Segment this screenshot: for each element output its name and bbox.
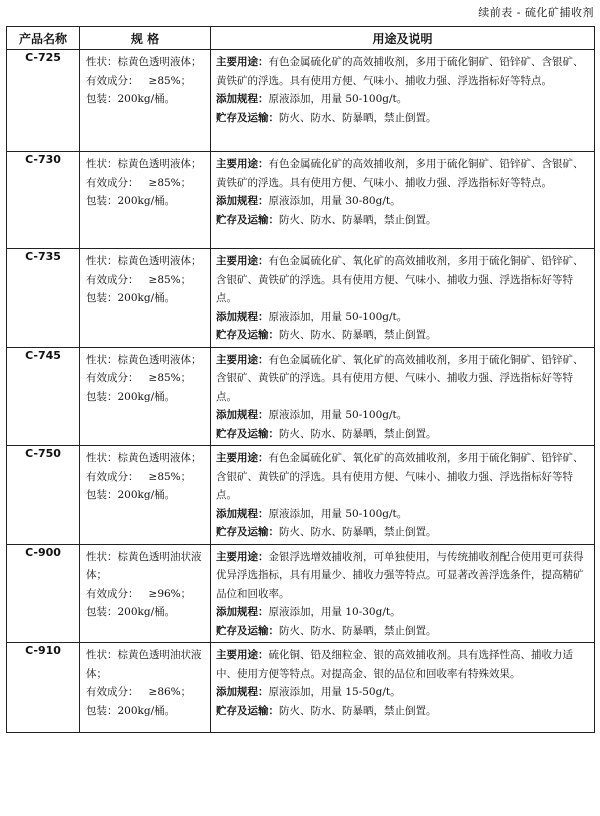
dosage-label: 添加规程：: [216, 409, 269, 421]
packaging-line: [86, 192, 206, 211]
packaging-value: 200kg/桶。: [117, 704, 176, 717]
storage-label: 贮存及运输：: [216, 213, 279, 226]
dosage-text: 原液添加，用量 30-80g/t。: [268, 195, 401, 207]
table-caption: 续前表 - 硫化矿捕收剂: [478, 6, 594, 19]
table-row: [7, 249, 595, 348]
header-spec: 规 格: [80, 27, 211, 50]
packaging-line: [86, 289, 206, 308]
packaging-value: 200kg/桶。: [117, 195, 176, 207]
table-row: [7, 643, 595, 733]
product-name: C-725: [7, 50, 80, 152]
product-name: C-735: [7, 249, 80, 348]
spec-cell: [80, 544, 211, 643]
main-use-text: 有色金属硫化矿的高效捕收剂，多用于硫化铜矿、铅锌矿、含银矿、黄铁矿的浮选。具有使用方便、气味小、捕收力强、浮选指标好等特点。: [216, 56, 584, 87]
property-value: 棕黄色透明液体；: [117, 255, 202, 267]
property-label: 性状：: [86, 550, 118, 563]
table-row: [7, 347, 595, 446]
content-label: 有效成分：: [86, 587, 139, 600]
content-line: [86, 271, 206, 290]
dosage-label: 添加规程：: [216, 507, 269, 520]
main-use-line: [216, 449, 590, 505]
content-line: [86, 369, 206, 388]
property-label: 性状：: [86, 56, 118, 68]
storage-text: 防火、防水、防暴晒，禁止倒置。: [279, 526, 437, 538]
product-name: C-730: [7, 152, 80, 249]
property-line: [86, 351, 206, 370]
dosage-line: [216, 90, 590, 109]
spec-cell: [80, 347, 211, 446]
storage-line: [216, 425, 590, 444]
storage-text: 防火、防水、防暴晒，禁止倒置。: [279, 111, 437, 124]
main-use-label: 主要用途：: [216, 353, 269, 366]
packaging-label: 包装：: [86, 93, 118, 105]
spec-cell: [80, 643, 211, 733]
storage-label: 贮存及运输：: [216, 111, 279, 124]
dosage-label: 添加规程：: [216, 606, 269, 618]
storage-label: 贮存及运输：: [216, 704, 279, 717]
property-label: 性状：: [86, 649, 118, 661]
main-use-label: 主要用途：: [216, 158, 269, 170]
table-row: [7, 50, 595, 152]
content-label: 有效成分：: [86, 74, 139, 87]
dosage-label: 添加规程：: [216, 195, 269, 207]
main-use-text: 有色金属硫化矿、氧化矿的高效捕收剂，多用于硫化铜矿、铅锌矿、含银矿、黄铁矿的浮选。具有使用方便、气味小、捕收力强、浮选指标好等特点。: [216, 353, 584, 403]
main-use-line: [216, 646, 590, 683]
main-use-text: 有色金属硫化矿、氧化矿的高效捕收剂，多用于硫化铜矿、铅锌矿、含银矿、黄铁矿的浮选。具有使用方便、气味小、捕收力强、浮选指标好等特点。: [216, 452, 584, 501]
property-line: [86, 53, 206, 72]
dosage-line: [216, 603, 590, 622]
content-value: ≥96%；: [148, 587, 192, 600]
storage-text: 防火、防水、防暴晒，禁止倒置。: [279, 213, 437, 226]
storage-line: [216, 109, 590, 128]
packaging-label: 包装：: [86, 390, 118, 403]
usage-cell: [211, 643, 595, 733]
storage-label: 贮存及运输：: [216, 526, 279, 538]
product-name: C-900: [7, 544, 80, 643]
property-value: 棕黄色透明液体；: [117, 353, 202, 366]
dosage-line: [216, 308, 590, 327]
main-use-text: 有色金属硫化矿、氧化矿的高效捕收剂，多用于硫化铜矿、铅锌矿、含银矿、黄铁矿的浮选。具有使用方便、气味小、捕收力强、浮选指标好等特点。: [216, 255, 584, 304]
main-use-text: 有色金属硫化矿的高效捕收剂，多用于硫化铜矿、铅锌矿、含银矿、黄铁矿的浮选。具有使用方便、气味小、捕收力强、浮选指标好等特点。: [216, 158, 584, 189]
property-line: [86, 252, 206, 271]
dosage-line: [216, 683, 590, 702]
property-value: 棕黄色透明油状液体；: [86, 550, 202, 581]
property-line: [86, 646, 206, 683]
product-name: C-750: [7, 446, 80, 545]
dosage-label: 添加规程：: [216, 310, 269, 323]
property-label: 性状：: [86, 452, 118, 464]
storage-label: 贮存及运输：: [216, 624, 279, 637]
packaging-label: 包装：: [86, 292, 118, 304]
product-name: C-910: [7, 643, 80, 733]
packaging-value: 200kg/桶。: [117, 489, 176, 501]
property-value: 棕黄色透明油状液体；: [86, 649, 202, 680]
content-line: [86, 468, 206, 487]
content-line: [86, 683, 206, 702]
property-label: 性状：: [86, 353, 118, 366]
packaging-value: 200kg/桶。: [117, 390, 176, 403]
usage-cell: [211, 152, 595, 249]
property-line: [86, 449, 206, 468]
usage-cell: [211, 347, 595, 446]
main-use-line: [216, 351, 590, 407]
content-value: ≥85%；: [148, 372, 192, 384]
packaging-line: [86, 388, 206, 407]
dosage-text: 原液添加，用量 50-100g/t。: [268, 93, 408, 105]
main-use-text: 硫化铜、铅及细粒金、银的高效捕收剂。具有选择性高、捕收力适中、使用方便等特点。对提高金、银的品位和回收率有特殊效果。: [216, 649, 573, 680]
storage-label: 贮存及运输：: [216, 427, 279, 440]
main-use-line: [216, 53, 590, 90]
packaging-label: 包装：: [86, 489, 118, 501]
usage-cell: [211, 544, 595, 643]
table-row: [7, 446, 595, 545]
storage-label: 贮存及运输：: [216, 329, 279, 341]
property-line: [86, 155, 206, 174]
main-use-label: 主要用途：: [216, 452, 269, 464]
main-use-label: 主要用途：: [216, 550, 269, 563]
dosage-text: 原液添加，用量 50-100g/t。: [268, 409, 408, 421]
usage-cell: [211, 50, 595, 152]
content-value: ≥85%；: [148, 470, 192, 483]
dosage-text: 原液添加，用量 15-50g/t。: [268, 686, 401, 698]
property-label: 性状：: [86, 158, 118, 170]
property-value: 棕黄色透明液体；: [117, 56, 202, 68]
table-header-row: [7, 27, 595, 50]
content-value: ≥85%；: [148, 176, 192, 189]
content-line: [86, 174, 206, 193]
storage-line: [216, 523, 590, 542]
product-table: [6, 26, 595, 733]
header-usage: 用途及说明: [211, 27, 595, 50]
main-use-line: [216, 548, 590, 604]
property-value: 棕黄色透明液体；: [117, 452, 202, 464]
usage-cell: [211, 446, 595, 545]
packaging-value: 200kg/桶。: [117, 292, 176, 304]
content-line: [86, 585, 206, 604]
dosage-label: 添加规程：: [216, 686, 269, 698]
property-value: 棕黄色透明液体；: [117, 158, 202, 170]
storage-text: 防火、防水、防暴晒，禁止倒置。: [279, 329, 437, 341]
content-label: 有效成分：: [86, 372, 139, 384]
spec-cell: [80, 152, 211, 249]
packaging-line: [86, 486, 206, 505]
content-label: 有效成分：: [86, 273, 139, 286]
content-label: 有效成分：: [86, 470, 139, 483]
content-value: ≥86%；: [148, 686, 192, 698]
spec-cell: [80, 50, 211, 152]
dosage-line: [216, 505, 590, 524]
packaging-label: 包装：: [86, 606, 118, 618]
dosage-text: 原液添加，用量 50-100g/t。: [268, 507, 408, 520]
main-use-label: 主要用途：: [216, 649, 269, 661]
packaging-line: [86, 603, 206, 622]
main-use-line: [216, 155, 590, 192]
usage-cell: [211, 249, 595, 348]
main-use-label: 主要用途：: [216, 56, 269, 68]
dosage-text: 原液添加，用量 50-100g/t。: [268, 310, 408, 323]
content-label: 有效成分：: [86, 176, 139, 189]
spec-cell: [80, 446, 211, 545]
storage-line: [216, 211, 590, 230]
property-line: [86, 548, 206, 585]
storage-line: [216, 622, 590, 641]
main-use-label: 主要用途：: [216, 255, 269, 267]
packaging-line: [86, 702, 206, 721]
packaging-value: 200kg/桶。: [117, 606, 176, 618]
packaging-line: [86, 90, 206, 109]
property-label: 性状：: [86, 255, 118, 267]
dosage-text: 原液添加，用量 10-30g/t。: [268, 606, 401, 618]
table-row: [7, 544, 595, 643]
table-row: [7, 152, 595, 249]
storage-text: 防火、防水、防暴晒，禁止倒置。: [279, 704, 437, 717]
table-body: [7, 50, 595, 733]
content-line: [86, 72, 206, 91]
packaging-label: 包装：: [86, 704, 118, 717]
main-use-line: [216, 252, 590, 308]
content-label: 有效成分：: [86, 686, 139, 698]
dosage-line: [216, 406, 590, 425]
content-value: ≥85%；: [148, 74, 192, 87]
storage-line: [216, 326, 590, 345]
dosage-label: 添加规程：: [216, 93, 269, 105]
packaging-value: 200kg/桶。: [117, 93, 176, 105]
storage-text: 防火、防水、防暴晒，禁止倒置。: [279, 624, 437, 637]
storage-line: [216, 702, 590, 721]
header-product-name: 产品名称: [7, 27, 80, 50]
content-value: ≥85%；: [148, 273, 192, 286]
storage-text: 防火、防水、防暴晒，禁止倒置。: [279, 427, 437, 440]
spec-cell: [80, 249, 211, 348]
main-use-text: 金银浮选增效捕收剂，可单独使用，与传统捕收剂配合使用更可获得优异浮选指标，具有用量少、捕收力强等特点。可显著改善浮选条件，提高精矿品位和回收率。: [216, 550, 584, 600]
dosage-line: [216, 192, 590, 211]
product-name: C-745: [7, 347, 80, 446]
packaging-label: 包装：: [86, 195, 118, 207]
